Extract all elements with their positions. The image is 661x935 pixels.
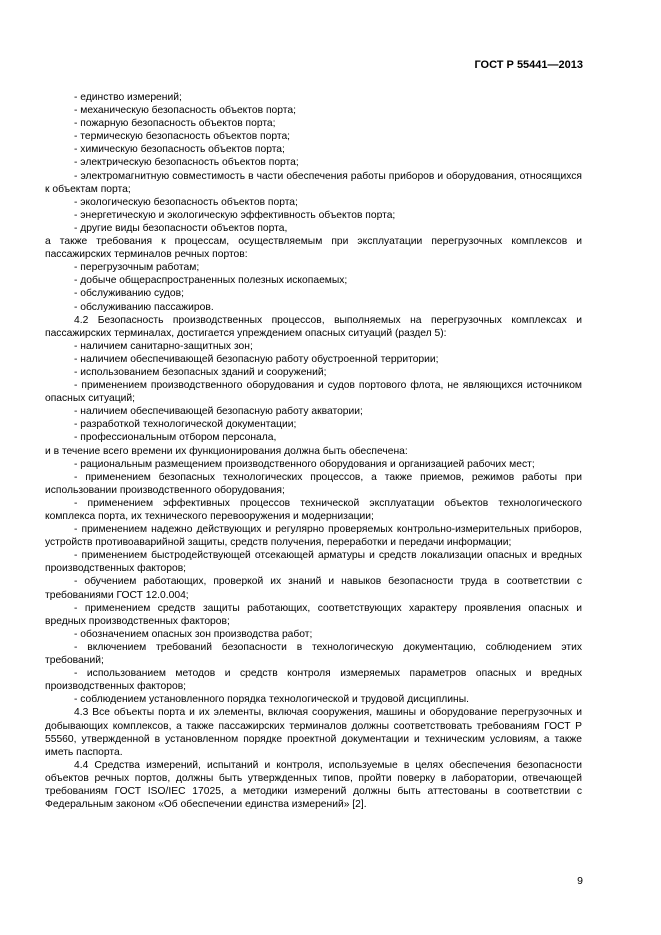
paragraph: - применением надежно действующих и регулярно проверяемых контрольно-измерительных приборов, устройств противоаварийной защиты, средств получения, переработки и передачи информации; xyxy=(45,524,582,549)
paragraph: - включением требований безопасности в технологическую документацию, соблюдением этих требований; xyxy=(45,641,582,667)
paragraph: - наличием обеспечивающей безопасную работу обустроенной территории; xyxy=(74,353,439,365)
paragraph: 4.4 Средства измерений, испытаний и контроля, используемые в целях обеспечения безопасности объектов речных портов, должны быть утвержденных типов, пройти поверку в лаборатории, отвечающей требованиям ГОСТ ISO/IEC 17025, а методики измерений должны быть аттестованы в соответствии с Федеральным законом «Об обеспечении единства измерений» [2]. xyxy=(45,759,582,811)
paragraph: - химическую безопасность объектов порта; xyxy=(74,144,285,156)
paragraph: а также требования к процессам, осуществляемым при эксплуатации перегрузочных комплексов и пассажирских терминалов речных портов: xyxy=(45,236,582,261)
paragraph: - электрическую безопасность объектов порта; xyxy=(74,157,299,169)
paragraph: - электромагнитную совместимость в части обеспечения работы приборов и оборудования, относящихся к объектам порта; xyxy=(45,170,582,195)
document-header: ГОСТ Р 55441—2013 xyxy=(474,59,583,71)
paragraph: - обозначением опасных зон производства работ; xyxy=(74,628,313,640)
paragraph: - наличием санитарно-защитных зон; xyxy=(74,340,253,352)
paragraph: - применением производственного оборудования и судов портового флота, не являющихся источником опасных ситуаций; xyxy=(45,380,582,405)
paragraph: 4.2 Безопасность производственных процессов, выполняемых на перегрузочных комплексах и пассажирских терминалах, достигается упреждением опасных ситуаций (раздел 5): xyxy=(45,314,582,339)
paragraph: - обслуживанию судов; xyxy=(74,288,184,300)
paragraph: - обслуживанию пассажиров. xyxy=(74,301,214,313)
paragraph: - пожарную безопасность объектов порта; xyxy=(74,118,276,130)
paragraph: - применением средств защиты работающих, соответствующих характеру проявления опасных и вредных производственных факторов; xyxy=(45,602,582,627)
paragraph: - применением безопасных технологических процессов, а также приемов, режимов работы при использовании производственного оборудования; xyxy=(45,471,582,496)
paragraph: - применением быстродействующей отсекающей арматуры и средств локализации опасных и вредных производственных факторов; xyxy=(45,550,582,575)
paragraph: - термическую безопасность объектов порта; xyxy=(74,131,291,143)
paragraph: - применением эффективных процессов технической эксплуатации объектов технологического комплекса порта, их технического перевооружения и модернизации; xyxy=(45,497,582,522)
paragraph: - единство измерений; xyxy=(74,92,182,103)
paragraph: - использованием методов и средств контроля измеряемых параметров опасных и вредных производственных факторов; xyxy=(45,668,582,693)
paragraph: - механическую безопасность объектов порта; xyxy=(74,105,296,117)
paragraph: - наличием обеспечивающей безопасную работу акватории; xyxy=(74,406,363,418)
paragraph: и в течение всего времени их функционирования должна быть обеспечена: xyxy=(45,445,408,457)
document-body xyxy=(45,91,582,811)
paragraph: - использованием безопасных зданий и сооружений; xyxy=(74,366,327,378)
paragraph: - добыче общераспространенных полезных ископаемых; xyxy=(74,275,348,287)
paragraph: - рациональным размещением производственного оборудования и организацией рабочих мест; xyxy=(74,458,535,470)
paragraph: - перегрузочным работам; xyxy=(74,262,200,274)
paragraph: - экологическую безопасность объектов порта; xyxy=(74,196,298,208)
paragraph: - профессиональным отбором персонала, xyxy=(74,432,277,444)
page-number: 9 xyxy=(577,875,583,887)
paragraph: 4.3 Все объекты порта и их элементы, включая сооружения, машины и оборудование перегрузочных и добывающих комплексов, а также пассажирских терминалов должны соответствовать требованиям ГОСТ Р 55560, утвержденной в установленном порядке проектной документации и техническим условиям, а также иметь паспорта. xyxy=(45,707,582,758)
paragraph: - энергетическую и экологическую эффективность объектов порта; xyxy=(74,209,396,221)
paragraph: - соблюдением установленного порядка технологической и трудовой дисциплины. xyxy=(74,694,469,706)
paragraph: - разработкой технологической документации; xyxy=(74,419,297,431)
paragraph: - обучением работающих, проверкой их знаний и навыков безопасности труда в соответствии с требованиями ГОСТ 12.0.004; xyxy=(45,576,582,601)
paragraph: - другие виды безопасности объектов порта, xyxy=(74,222,288,234)
